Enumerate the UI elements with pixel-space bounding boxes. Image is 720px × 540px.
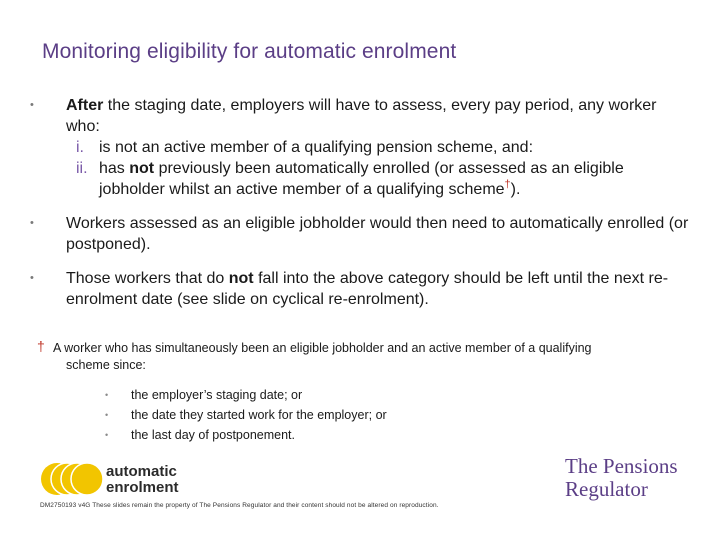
bullet-dot: • <box>30 272 34 284</box>
bullet-text-post: fall into the above category should be left until the next re-enrolment date (see slide on cyclical re-enrolment). <box>66 270 669 308</box>
automatic-enrolment-logo <box>40 462 190 496</box>
footnote-list <box>100 385 387 445</box>
footnote <box>37 340 677 374</box>
bullet-dot: • <box>105 430 109 440</box>
bullet-lead-bold: After <box>66 97 104 114</box>
bullet-dot: • <box>30 99 34 111</box>
sub-item-text-pre: has <box>99 160 130 177</box>
sub-item <box>66 137 690 158</box>
sub-item-text-end: ). <box>510 181 521 198</box>
sub-item-text: is not an active member of a qualifying pension scheme, and: <box>99 139 534 156</box>
footnote-list-item <box>100 405 387 425</box>
sub-item-number: i. <box>76 139 84 156</box>
bullet-list <box>30 95 690 323</box>
bullet-text: Workers assessed as an eligible jobholder would then need to automatically enrolled (or postponed). <box>66 215 689 253</box>
bullet-bold: not <box>228 270 254 287</box>
footnote-list-text: the last day of postponement. <box>131 428 295 442</box>
logo-text-line2: Regulator <box>565 477 648 501</box>
pensions-regulator-logo <box>565 455 678 501</box>
bullet-dot: • <box>105 410 109 420</box>
sub-item <box>66 158 690 200</box>
sub-item-bold: not <box>129 160 155 177</box>
footnote-dagger: † <box>37 338 45 354</box>
bullet-text: the staging date, employers will have to assess, every pay period, any worker who: <box>66 97 657 135</box>
logo-text-line1: The Pensions <box>565 454 678 478</box>
footnote-list-text: the date they started work for the employer; or <box>131 408 387 422</box>
logo-circle <box>71 463 103 495</box>
footnote-line: A worker who has simultaneously been an eligible jobholder and an active member of a qualifying <box>53 341 592 355</box>
sub-item-number: ii. <box>76 160 88 177</box>
bullet-text-pre: Those workers that do <box>66 270 229 287</box>
bullet-item <box>30 268 690 310</box>
logo-text-line1: automatic <box>106 463 177 480</box>
footnote-line: scheme since: <box>66 358 146 372</box>
dagger-mark: † <box>504 178 511 191</box>
bullet-dot: • <box>105 390 109 400</box>
bullet-item <box>30 213 690 255</box>
footnote-list-text: the employer’s staging date; or <box>131 388 303 402</box>
slide-title: Monitoring eligibility for automatic enrolment <box>42 40 457 63</box>
footer-disclaimer: DM2750193 v4G These slides remain the property of The Pensions Regulator and their content should not be altered on reproduction. <box>40 502 439 509</box>
logo-text-line2: enrolment <box>106 479 179 496</box>
bullet-dot: • <box>30 217 34 229</box>
sub-item-text-post: previously been automatically enrolled (or assessed as an eligible jobholder whilst an active member of a qualifying scheme <box>99 160 624 198</box>
footnote-list-item <box>100 385 387 405</box>
bullet-item <box>30 95 690 200</box>
footnote-list-item <box>100 425 387 445</box>
